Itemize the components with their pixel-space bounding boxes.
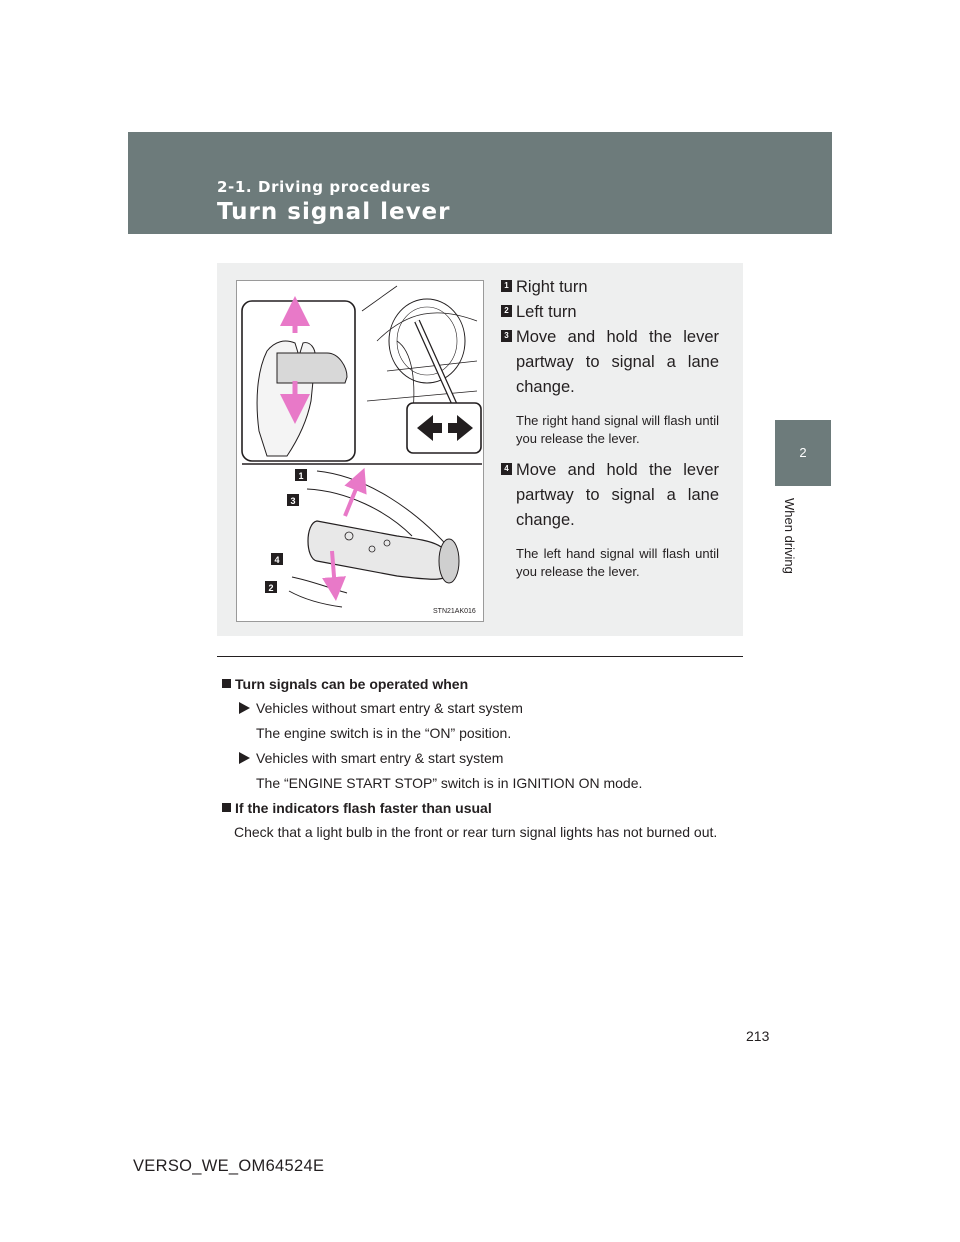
- square-bullet-icon: [222, 803, 231, 812]
- item-text: Move and hold the lever partway to signal a lane change.: [516, 328, 719, 396]
- figure: [236, 280, 484, 622]
- list-item: [501, 275, 719, 300]
- item-text: Move and hold the lever partway to signal a lane change.: [516, 461, 719, 529]
- note-bullet: Vehicles without smart entry & start system: [222, 698, 742, 718]
- item-note: The left hand signal will flash until you release the lever.: [516, 546, 719, 579]
- triangle-bullet-icon: [239, 702, 250, 714]
- list-item: [501, 300, 719, 325]
- note-text: Check that a light bulb in the front or rear turn signal lights has not burned out.: [234, 824, 718, 840]
- item-number: 4: [501, 463, 512, 475]
- chapter-label: When driving: [782, 498, 797, 574]
- item-number: 3: [501, 330, 512, 342]
- item-number: 2: [501, 305, 512, 317]
- chapter-tab[interactable]: [775, 420, 831, 486]
- callout-3: 3: [290, 496, 296, 506]
- note-text: The “ENGINE START STOP” switch is in IGNITION ON mode.: [256, 775, 643, 791]
- notes-section: [222, 674, 742, 847]
- square-bullet-icon: [222, 679, 231, 688]
- item-text: Left turn: [516, 303, 577, 321]
- turn-signal-lever-illustration: [237, 281, 485, 623]
- page-number: 213: [746, 1028, 770, 1044]
- note-text: The engine switch is in the “ON” position.: [256, 725, 512, 741]
- list-item: [501, 325, 719, 400]
- page-title: Turn signal lever: [217, 199, 451, 225]
- figure-code: STN21AK016: [433, 608, 476, 615]
- callout-1: 1: [298, 471, 304, 481]
- list-item: [501, 458, 719, 533]
- item-text: Right turn: [516, 278, 588, 296]
- item-list: [501, 275, 719, 591]
- lever: [308, 521, 452, 579]
- note-bullet: Vehicles with smart entry & start system: [222, 748, 742, 768]
- section-label: 2-1. Driving procedures: [217, 178, 431, 196]
- divider: [217, 656, 743, 657]
- item-note: The right hand signal will flash until you release the lever.: [516, 413, 719, 446]
- callout-2: 2: [268, 583, 274, 593]
- document-code: VERSO_WE_OM64524E: [133, 1157, 325, 1175]
- note-heading: Turn signals can be operated when: [222, 674, 742, 694]
- note-heading: If the indicators flash faster than usual: [222, 798, 742, 818]
- chapter-number: 2: [799, 445, 807, 460]
- item-number: 1: [501, 280, 512, 292]
- triangle-bullet-icon: [239, 752, 250, 764]
- callout-4: 4: [274, 555, 280, 565]
